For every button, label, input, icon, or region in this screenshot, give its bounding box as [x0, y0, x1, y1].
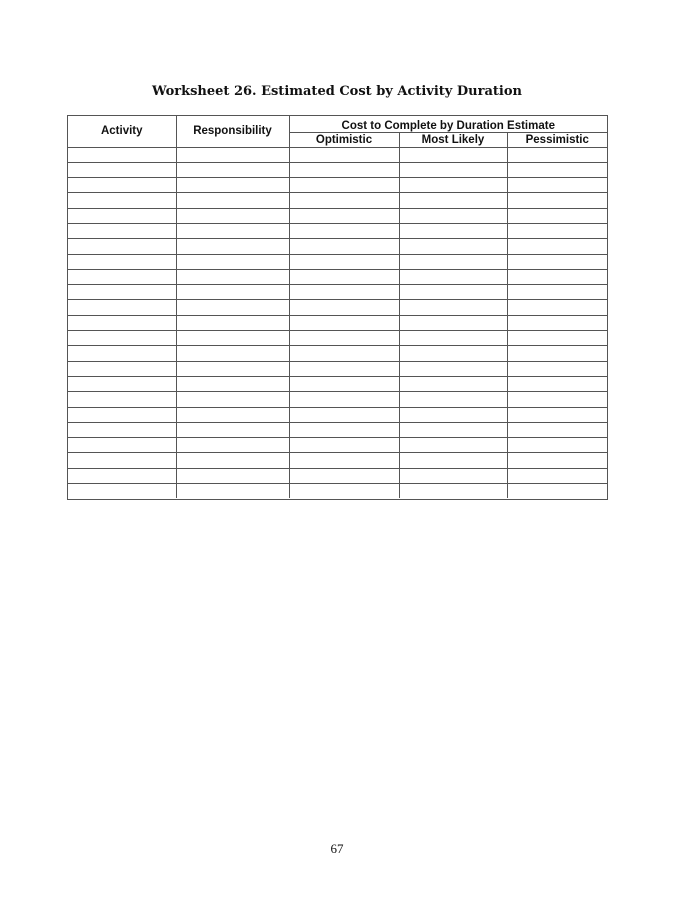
most-likely-cell — [399, 254, 507, 269]
optimistic-cell — [289, 361, 399, 376]
responsibility-cell — [176, 484, 289, 499]
most-likely-cell — [399, 484, 507, 499]
table-body — [68, 147, 607, 498]
most-likely-cell — [399, 178, 507, 193]
table-row — [68, 178, 607, 193]
responsibility-cell — [176, 376, 289, 391]
responsibility-cell — [176, 178, 289, 193]
table-row — [68, 223, 607, 238]
activity-cell — [68, 346, 176, 361]
activity-cell — [68, 484, 176, 499]
activity-cell — [68, 162, 176, 177]
pessimistic-cell — [507, 346, 607, 361]
table-row — [68, 193, 607, 208]
table-row — [68, 315, 607, 330]
activity-cell — [68, 468, 176, 483]
activity-cell — [68, 422, 176, 437]
pessimistic-cell — [507, 178, 607, 193]
table-row — [68, 407, 607, 422]
table-row — [68, 361, 607, 376]
most-likely-cell — [399, 285, 507, 300]
most-likely-cell — [399, 422, 507, 437]
column-header-pessimistic: Pessimistic — [507, 132, 607, 147]
responsibility-cell — [176, 438, 289, 453]
pessimistic-cell — [507, 315, 607, 330]
activity-cell — [68, 269, 176, 284]
pessimistic-cell — [507, 361, 607, 376]
page-number: 67 — [330, 841, 344, 856]
responsibility-cell — [176, 315, 289, 330]
responsibility-cell — [176, 162, 289, 177]
table-row — [68, 331, 607, 346]
pessimistic-cell — [507, 422, 607, 437]
activity-cell — [68, 315, 176, 330]
table-row — [68, 468, 607, 483]
responsibility-cell — [176, 300, 289, 315]
optimistic-cell — [289, 438, 399, 453]
most-likely-cell — [399, 361, 507, 376]
responsibility-cell — [176, 407, 289, 422]
responsibility-cell — [176, 254, 289, 269]
optimistic-cell — [289, 300, 399, 315]
pessimistic-cell — [507, 453, 607, 468]
optimistic-cell — [289, 376, 399, 391]
table-row — [68, 239, 607, 254]
pessimistic-cell — [507, 484, 607, 499]
most-likely-cell — [399, 269, 507, 284]
most-likely-cell — [399, 346, 507, 361]
optimistic-cell — [289, 239, 399, 254]
pessimistic-cell — [507, 193, 607, 208]
responsibility-cell — [176, 193, 289, 208]
pessimistic-cell — [507, 239, 607, 254]
worksheet-title: Worksheet 26. Estimated Cost by Activity Duration — [152, 84, 522, 99]
responsibility-cell — [176, 422, 289, 437]
most-likely-cell — [399, 223, 507, 238]
activity-cell — [68, 147, 176, 162]
activity-cell — [68, 392, 176, 407]
pessimistic-cell — [507, 208, 607, 223]
optimistic-cell — [289, 346, 399, 361]
most-likely-cell — [399, 193, 507, 208]
responsibility-cell — [176, 346, 289, 361]
table-row — [68, 147, 607, 162]
table-row — [68, 453, 607, 468]
responsibility-cell — [176, 331, 289, 346]
responsibility-cell — [176, 453, 289, 468]
pessimistic-cell — [507, 254, 607, 269]
column-header-most-likely: Most Likely — [399, 132, 507, 147]
table-row — [68, 285, 607, 300]
most-likely-cell — [399, 453, 507, 468]
responsibility-cell — [176, 392, 289, 407]
responsibility-cell — [176, 285, 289, 300]
optimistic-cell — [289, 285, 399, 300]
pessimistic-cell — [507, 269, 607, 284]
optimistic-cell — [289, 484, 399, 499]
responsibility-cell — [176, 223, 289, 238]
optimistic-cell — [289, 193, 399, 208]
optimistic-cell — [289, 178, 399, 193]
responsibility-cell — [176, 468, 289, 483]
optimistic-cell — [289, 147, 399, 162]
activity-cell — [68, 453, 176, 468]
pessimistic-cell — [507, 285, 607, 300]
activity-cell — [68, 193, 176, 208]
column-group-header-cost: Cost to Complete by Duration Estimate — [289, 116, 607, 132]
pessimistic-cell — [507, 147, 607, 162]
activity-cell — [68, 208, 176, 223]
optimistic-cell — [289, 223, 399, 238]
pessimistic-cell — [507, 223, 607, 238]
optimistic-cell — [289, 422, 399, 437]
optimistic-cell — [289, 468, 399, 483]
most-likely-cell — [399, 392, 507, 407]
pessimistic-cell — [507, 331, 607, 346]
column-header-responsibility: Responsibility — [176, 116, 289, 147]
responsibility-cell — [176, 239, 289, 254]
activity-cell — [68, 331, 176, 346]
pessimistic-cell — [507, 300, 607, 315]
worksheet-table — [67, 115, 608, 500]
pessimistic-cell — [507, 392, 607, 407]
pessimistic-cell — [507, 468, 607, 483]
activity-cell — [68, 254, 176, 269]
responsibility-cell — [176, 208, 289, 223]
most-likely-cell — [399, 162, 507, 177]
column-header-optimistic: Optimistic — [289, 132, 399, 147]
optimistic-cell — [289, 162, 399, 177]
most-likely-cell — [399, 438, 507, 453]
table-row — [68, 254, 607, 269]
optimistic-cell — [289, 315, 399, 330]
activity-cell — [68, 300, 176, 315]
activity-cell — [68, 178, 176, 193]
pessimistic-cell — [507, 407, 607, 422]
activity-cell — [68, 361, 176, 376]
most-likely-cell — [399, 147, 507, 162]
optimistic-cell — [289, 331, 399, 346]
pessimistic-cell — [507, 162, 607, 177]
activity-cell — [68, 223, 176, 238]
most-likely-cell — [399, 300, 507, 315]
activity-cell — [68, 438, 176, 453]
table-row — [68, 208, 607, 223]
optimistic-cell — [289, 254, 399, 269]
activity-cell — [68, 285, 176, 300]
table-row — [68, 484, 607, 499]
pessimistic-cell — [507, 376, 607, 391]
pessimistic-cell — [507, 438, 607, 453]
most-likely-cell — [399, 239, 507, 254]
responsibility-cell — [176, 269, 289, 284]
table-row — [68, 346, 607, 361]
table-row — [68, 269, 607, 284]
optimistic-cell — [289, 208, 399, 223]
optimistic-cell — [289, 269, 399, 284]
most-likely-cell — [399, 468, 507, 483]
table-row — [68, 392, 607, 407]
column-header-activity: Activity — [68, 116, 176, 147]
table-row — [68, 376, 607, 391]
activity-cell — [68, 376, 176, 391]
most-likely-cell — [399, 208, 507, 223]
optimistic-cell — [289, 392, 399, 407]
most-likely-cell — [399, 331, 507, 346]
most-likely-cell — [399, 315, 507, 330]
table-row — [68, 422, 607, 437]
activity-cell — [68, 407, 176, 422]
responsibility-cell — [176, 147, 289, 162]
most-likely-cell — [399, 407, 507, 422]
responsibility-cell — [176, 361, 289, 376]
table-row — [68, 162, 607, 177]
table-row — [68, 300, 607, 315]
optimistic-cell — [289, 453, 399, 468]
table-row — [68, 438, 607, 453]
most-likely-cell — [399, 376, 507, 391]
activity-cell — [68, 239, 176, 254]
optimistic-cell — [289, 407, 399, 422]
